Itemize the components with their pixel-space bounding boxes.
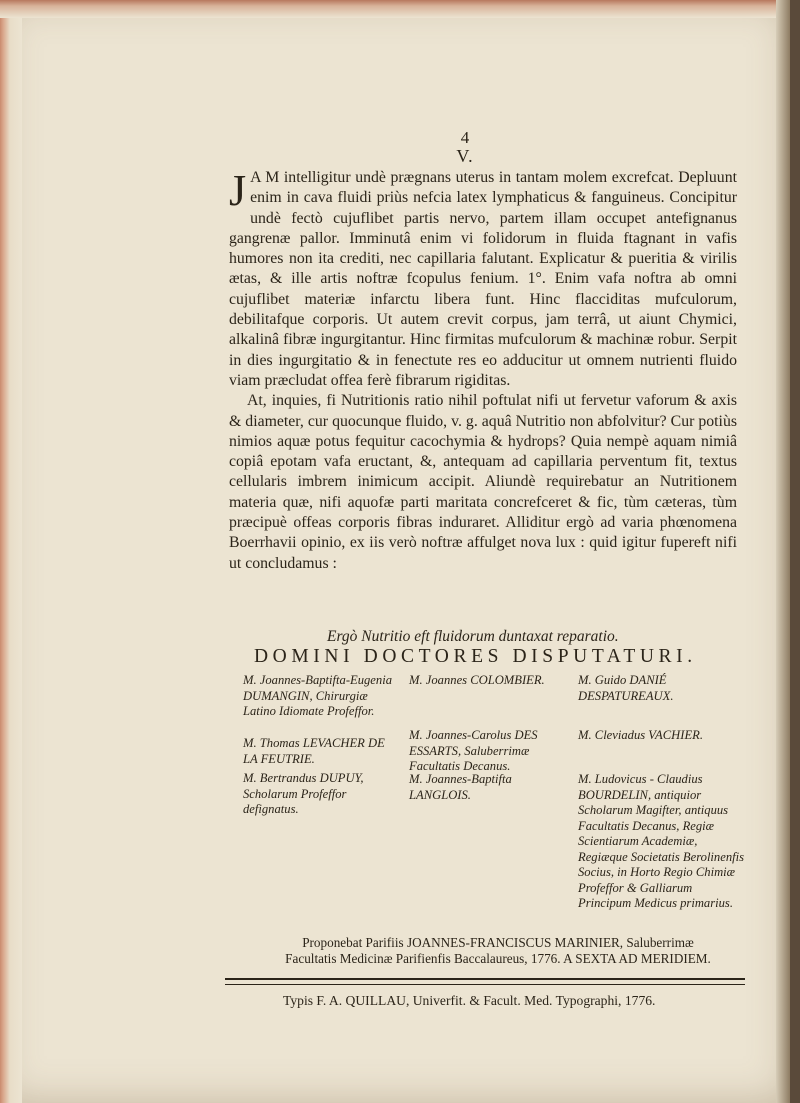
faculty-line: Facultatis Medicinæ Parifienfis Baccalaureus, 1776. A SEXTA AD MERIDIEM. [285,951,711,966]
doctor-entry: M. Joannes-Carolus DES ESSARTS, Saluberrimæ Facultatis Decanus. [409,728,538,773]
proponent-line: Proponebat Parifiis JOANNES-FRANCISCUS MARINIER, Saluberrimæ [302,935,694,950]
paragraph-1 [229,168,737,391]
paragraph-2: At, inquies, fi Nutritionis ratio nihil poftulat nifi ut fervetur vaforum & axis & diameter, cur quocunque fluido, v. g. aquâ Nutritio non abfolvitur? Cur potiùs nimios aquæ potus fequitur cacochymia & hydrops? Quia nempè aquam nimiâ copiâ epotam vafa eructant, &, antequam ad capillaria perventum fit, textus cellularis imbrem inimicum accipit. Aliundè requirebatur an Nutritionem materia quæ, nifi aquofæ parti maritata concrefceret & fic, tùm cæteras, tùm præcipuè offeas corporis fibras induraret. Alliditur ergò ad varia phœnomena Boerrhavii opinio, ex iis verò noftræ affulget nova lux : quid igitur fupereft nifi ut concludamus : [229,392,737,572]
paragraph-1-text: A M intelligitur undè prægnans uterus in tantam molem excrefcat. Depluunt enim in cava fluidi priùs nefcia latex lymphaticus & fanguineus. Concipitur undè fectò cujuflibet partis nervo, partem illam occupet antefignanus gangrenæ pallor. Imminutâ enim vi folidorum in fluida ftagnant in vafis humores non ita crediti, nec capillaria falutant. Explicatur & pueritia & virilis ætas, & ille artis noftræ fcopulus fenium. 1°. Enim vafa noftra ab omni cujuflibet materiæ infarctu libera funt. Hinc flacciditas mufculorum, debilitafque corporis. Ut autem crevit corpus, jam terrâ, ut aiunt Chymici, alkalinâ fibræ ingurgitantur. Hinc firmitas mufculorum & machinæ robur. Serpit in dies ingurgitatio & in fenectute res eo adducitur ut omnem nutrienti fluido viam præcludat offea ferè fibrarum rigiditas. [229,169,737,389]
page-top-edge [0,0,790,18]
rule-thin [225,984,745,985]
doctor-entry: M. Joannes-Baptifta LANGLOIS. [409,772,512,802]
page-number: 4 [460,128,470,147]
doctor-entry: M. Ludovicus - Claudius BOURDELIN, antiquior Scholarum Magifter, antiquus Facultatis Decanus, Regiæ Scientiarum Academiæ, Regiæque Societatis Berolinenfis Socius, in Horto Regio Chimiæ Profeffor & Galliarum Principum Medicus primarius. [578,772,745,910]
doctor-entry: M. Joannes-Baptifta-Eugenia DUMANGIN, Chirurgiæ Latino Idiomate Profeffor. [243,673,392,718]
disputants-heading: DOMINI DOCTORES DISPUTATURI. [254,646,697,667]
conclusion: Ergò Nutritio eft fluidorum duntaxat reparatio. [327,628,619,645]
doctor-entry: M. Bertrandus DUPUY, Scholarum Profeffor defignatus. [243,771,364,816]
drop-cap: J [229,166,247,215]
doctor-entry: M. Guido DANIÉ DESPATUREAUX. [578,673,674,703]
doctor-entry: M. Cleviadus VACHIER. [578,728,703,742]
printer-imprint: Typis F. A. QUILLAU, Univerfit. & Facult. Med. Typographi, 1776. [283,993,656,1008]
rule-thick [225,978,745,980]
doctor-entry: M. Joannes COLOMBIER. [409,673,545,687]
thesis-body [229,168,737,574]
doctor-entry: M. Thomas LEVACHER DE LA FEUTRIE. [243,736,385,766]
section-number: V. [456,146,474,166]
